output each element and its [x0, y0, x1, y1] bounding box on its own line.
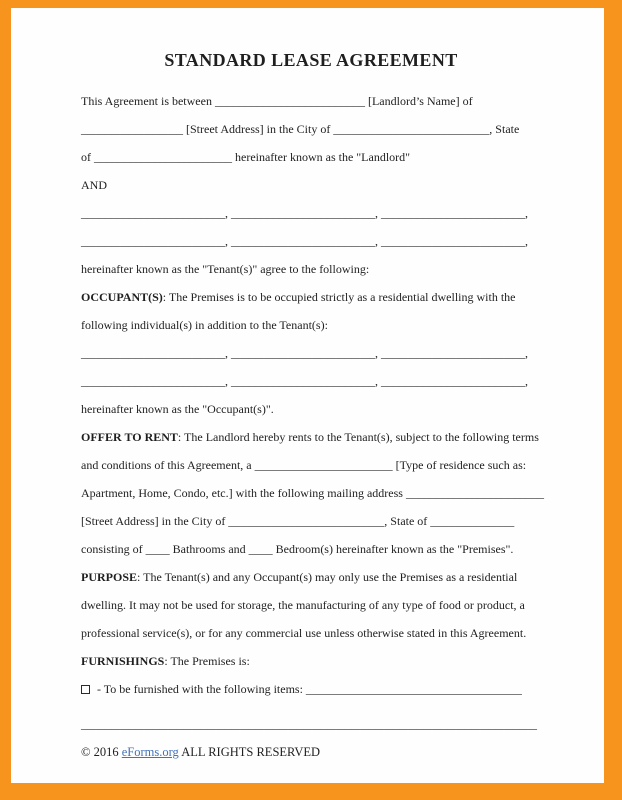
form-line-blanks — [81, 367, 541, 395]
form-line-text: Apartment, Home, Condo, etc.] with the following mailing address _______________________ — [81, 486, 544, 500]
section-keyword: FURNISHINGS — [81, 654, 165, 668]
form-line-text: - To be furnished with the following items: ____________________________________ — [97, 682, 522, 696]
form-line-offer-to-rent — [81, 423, 541, 451]
form-line — [81, 395, 541, 423]
form-line — [81, 507, 541, 535]
form-line-text: [Street Address] in the City of __________________________, State of ______________ — [81, 514, 515, 528]
form-line-occupants — [81, 283, 541, 311]
form-line-continuation-blank: ____________________________________________________________________________ — [81, 717, 537, 731]
form-line-text: This Agreement is between _________________________ [Landlord’s Name] of — [81, 94, 473, 108]
form-line-blanks — [81, 339, 541, 367]
form-line — [81, 171, 541, 199]
form-line-blanks — [81, 199, 541, 227]
form-line-text: : The Premises is: — [164, 654, 250, 668]
form-line-text: ________________________, ________________________, ________________________, — [81, 346, 528, 360]
section-keyword: OCCUPANT(S) — [81, 290, 163, 304]
form-line-text: _________________ [Street Address] in the City of __________________________, State — [81, 122, 520, 136]
form-line — [81, 255, 541, 283]
rights-text: ALL RIGHTS RESERVED — [178, 745, 321, 759]
section-keyword: OFFER TO RENT — [81, 430, 178, 444]
form-line-text: AND — [81, 178, 107, 192]
eforms-link[interactable]: eForms.org — [121, 745, 179, 759]
form-line-text: following individual(s) in addition to the Tenant(s): — [81, 318, 328, 332]
form-line — [81, 619, 541, 647]
form-line — [81, 115, 541, 143]
form-line-text: ________________________, ________________________, ________________________, — [81, 206, 528, 220]
document-title: STANDARD LEASE AGREEMENT — [164, 50, 458, 70]
form-line-purpose — [81, 563, 541, 591]
form-line-text: : The Tenant(s) and any Occupant(s) may only use the Premises as a residential — [137, 570, 518, 584]
form-line-text: ________________________, ________________________, ________________________, — [81, 234, 528, 248]
form-line-text: ________________________, ________________________, ________________________, — [81, 374, 528, 388]
copyright-text: © 2016 — [81, 745, 122, 759]
form-line — [81, 143, 541, 171]
form-line — [81, 87, 541, 115]
form-line-blanks — [81, 227, 541, 255]
furnished-checkbox[interactable] — [81, 685, 90, 694]
form-line-text: and conditions of this Agreement, a _______________________ [Type of residence such as: — [81, 458, 527, 472]
form-line — [81, 591, 541, 619]
form-line-text: : The Landlord hereby rents to the Tenant(s), subject to the following terms — [177, 430, 539, 444]
form-line — [81, 479, 544, 507]
form-line — [81, 451, 541, 479]
form-line-text: hereinafter known as the "Tenant(s)" agree to the following: — [81, 262, 370, 276]
form-line-text: dwelling. It may not be used for storage, the manufacturing of any type of food or product, a — [81, 598, 525, 612]
footer — [81, 738, 541, 766]
form-line-text: : The Premises is to be occupied strictly as a residential dwelling with the — [162, 290, 516, 304]
form-line-furnished-option — [81, 675, 541, 703]
section-keyword: PURPOSE — [81, 570, 138, 584]
form-line-text: of _______________________ hereinafter known as the "Landlord" — [81, 150, 411, 164]
form-line-text: hereinafter known as the "Occupant(s)". — [81, 402, 274, 416]
form-line-furnishings — [81, 647, 541, 675]
form-line — [81, 535, 541, 563]
form-line-text: consisting of ____ Bathrooms and ____ Bedroom(s) hereinafter known as the "Premises". — [81, 542, 514, 556]
document-page — [11, 8, 604, 783]
form-line-text: professional service(s), or for any commercial use unless otherwise stated in this Agreement. — [81, 626, 527, 640]
form-line — [81, 311, 541, 339]
